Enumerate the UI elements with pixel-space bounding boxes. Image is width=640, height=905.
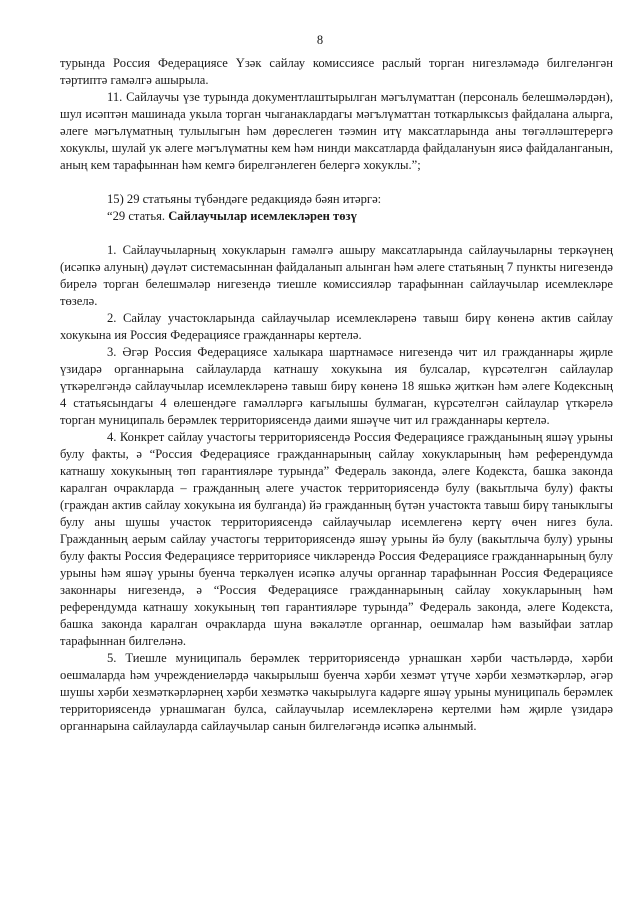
paragraph-spacer	[60, 174, 613, 191]
document-body	[60, 55, 613, 735]
article-heading-prefix: “29 статья.	[107, 209, 169, 223]
paragraph-continuation: турында Россия Федерациясе Үзәк сайлау комиссиясе раслый торган нигезләмәдә билгеләнгән тәртиптә гамәлгә ашырыла.	[60, 56, 613, 87]
paragraph-item-1: 1. Сайлаучыларның хокукларын гамәлгә ашыру максатларында сайлаучыларны теркәүнең (исәпкә алуның) дәүләт системасыннан файдаланып алынган һәм әлеге статьяның 7 пункты нигезендә бирелә торган белешмәләр нигезендә тиешле комиссияләр тарафыннан сайлаучылар исемлекләре төзелә.	[60, 243, 613, 308]
paragraph-item-3: 3. Әгәр Россия Федерациясе халыкара шартнамәсе нигезендә чит ил гражданнары җирле үзидарә органнарына сайлауларда катнашу хокукына ия булсалар, күрсәтелгән сайлаулар үткәрелгәндә сайлаучылар исемлекләренә тавыш бирү көненә 18 яшькә җиткән һәм әлеге Кодексның 4 статьясындагы 4 өлешендәге гамәлләргә кагылышы булмаган, күрсәтелгән сайлаулар үткәрелә торган муниципаль берәмлек территориясендә даими яшәүче чит ил гражданнары кертелә.	[60, 345, 613, 427]
paragraph-amendment-15: 15) 29 статьяны түбәндәге редакциядә бәян итәргә:	[107, 192, 382, 206]
paragraph-item-5: 5. Тиешле муниципаль берәмлек территориясендә урнашкан хәрби частьләрдә, хәрби оешмаларда һәм учреждениеләрдә чакырылыш буенча хәрби хезмәт үтүче хәрби хезмәткәрләр, әгәр шушы хәрби хезмәткәрләрнең хәрби хезмәткә чакырылуга кадәрге яшәү урыны муниципаль берәмлек территориясендә урнашмаган булса, сайлаучылар исемлекләренә кертелми һәм җирле үзидарә органнарына сайлауларда сайлаучылар санын билгеләгәндә исәпкә алынмый.	[60, 651, 613, 733]
paragraph-item-4: 4. Конкрет сайлау участогы территориясендә Россия Федерациясе гражданының яшәү урыны булу факты, ә “Россия Федерациясе гражданнарының сайлау хокукларының һәм референдумда катнашу хокукының төп гарантияләре турында” Федераль законда, әлеге Кодекста, башка законда каралган очракларда – гражданның әлеге участок территориясендә булу (вакытлыча булу) факты (граждан актив сайлау хокукына ия булганда) йә гражданның бүтән участокта тавыш бирү таныклыгы булу аны шушы участок территориясендә сайлаучылар исемлегенә кертү өчен нигез була. Гражданның аерым сайлау участогы территориясендә яшәү урыны йә булу (вакытлыча булу) урыны булу факты Россия Федерациясе территориясе чикләрендә Россия Федерациясе гражданнарының булу урыны һәм яшәү урыны буенча теркәлүен исәпкә алучы органнар тарафыннан Россия Федерациясе законнары нигезендә, ә “Россия Федерациясе гражданнарының сайлау хокукларының һәм референдумда катнашу хокукының төп гарантияләре турында” Федераль законда, әлеге Кодекста, башка законда каралган очракларда шуна вәкаләтле органнар, оешмалар һәм вазыйфаи затлар тарафыннан билгеләнә.	[60, 430, 613, 648]
article-heading	[60, 208, 613, 225]
article-heading-title: Сайлаучылар исемлекләрен төзү	[168, 209, 357, 223]
paragraph-item-11: 11. Сайлаучы үзе турында документлаштырылган мәгълүматтан (персональ белешмәләрдән), шул исәптән машинада укыла торган чыганаклардагы мәгълүматтан тоткарлыксыз файдалана алырга, әлеге мәгълүматның тулылыгын һәм дөреслеген тәэмин итү максатларында аны төгәлләштерергә хокуклы, шулай ук әлеге мәгълүматны кем һәм нинди максатларда файдалануын яисә файдаланганын, аның кем тарафыннан һәм кемгә бирелгәнлеген белергә хокуклы.”;	[60, 90, 613, 172]
paragraph-item-2: 2. Сайлау участокларында сайлаучылар исемлекләренә тавыш бирү көненә актив сайлау хокукына ия Россия Федерациясе гражданнары кертелә.	[60, 311, 613, 342]
paragraph-spacer	[60, 225, 613, 242]
page-number: 8	[316, 33, 324, 47]
